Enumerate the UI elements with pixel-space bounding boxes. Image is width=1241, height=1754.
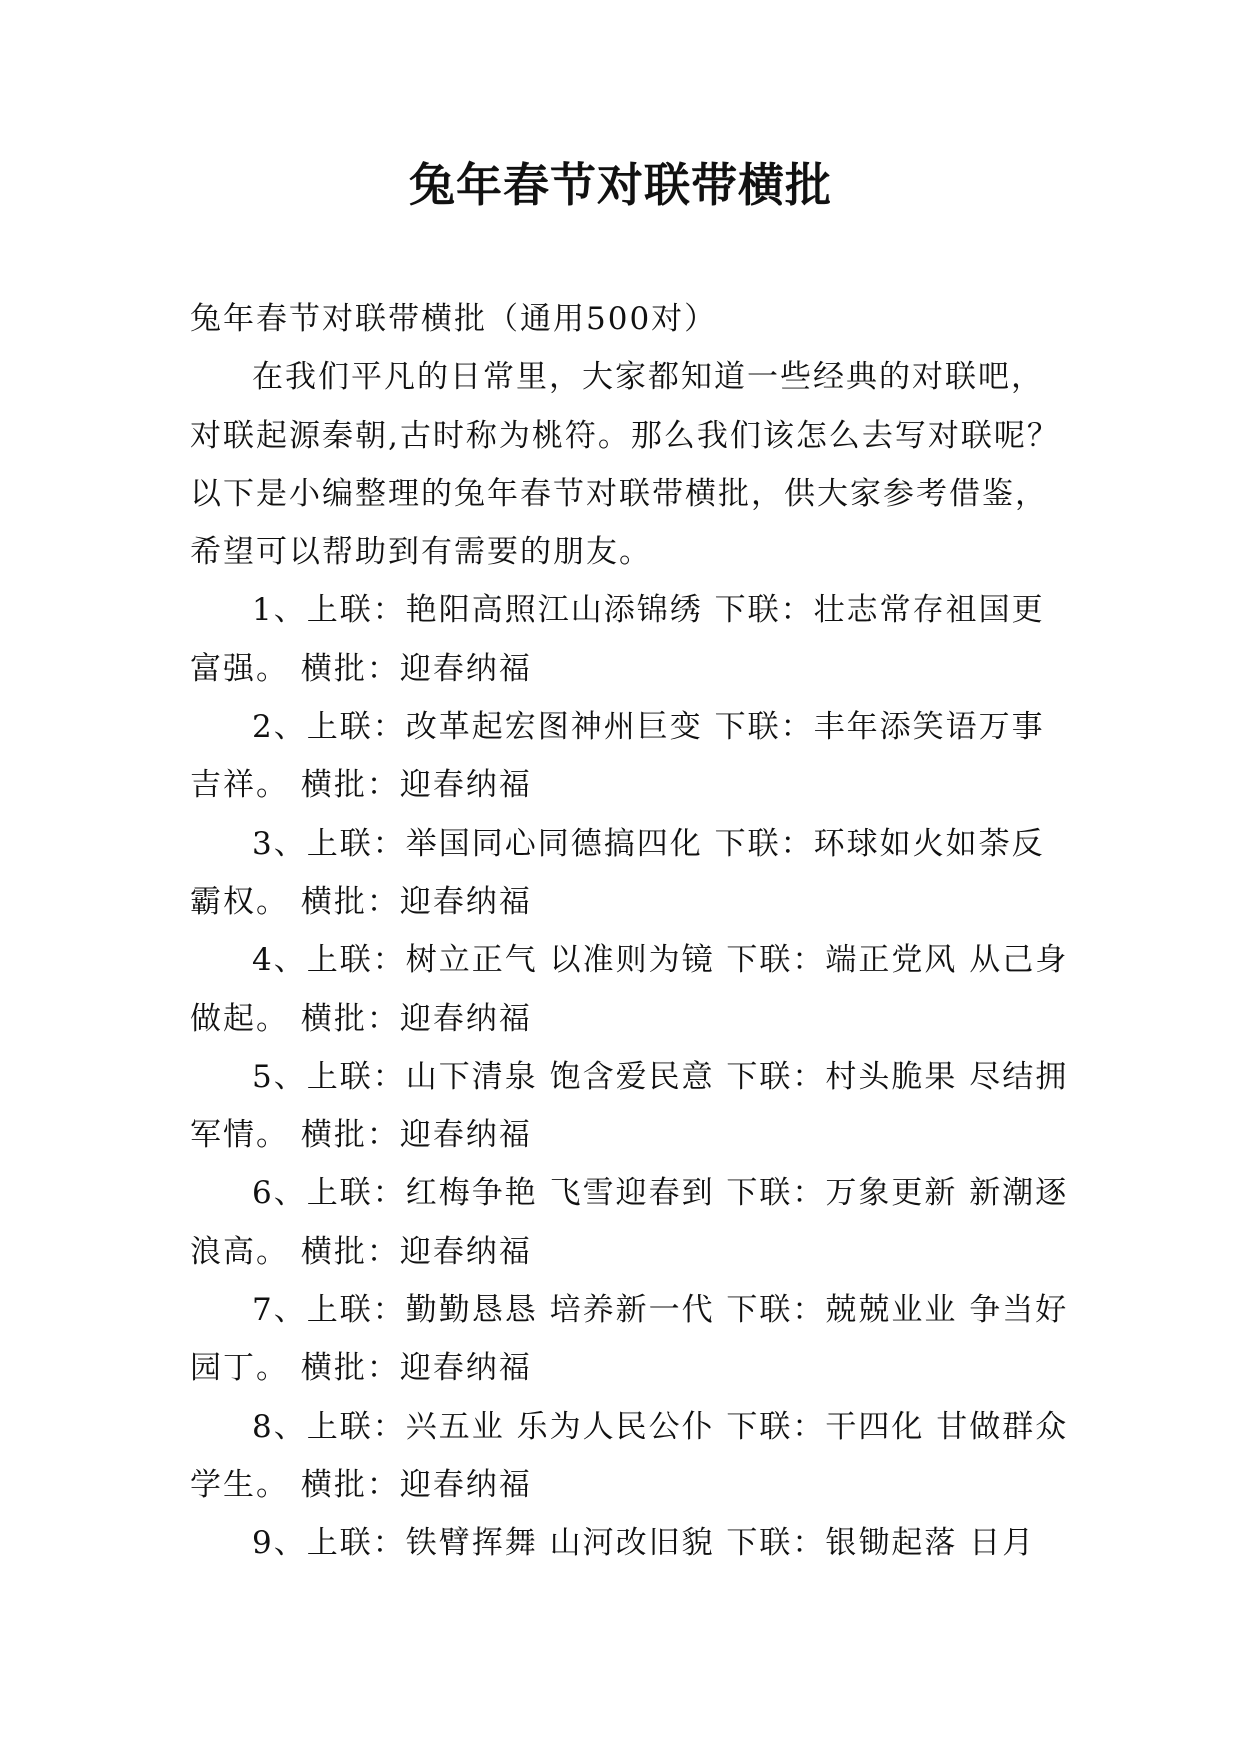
- couplet-item-9: 9、上联：铁臂挥舞 山河改旧貌 下联：银锄起落 日月: [252, 1525, 1036, 1562]
- couplet-item-7: 7、上联：勤勤恳恳 培养新一代 下联：兢兢业业 争当好园丁。 横批：迎春纳福: [190, 1292, 1069, 1387]
- couplet-item-2: 2、上联：改革起宏图神州巨变 下联：丰年添笑语万事吉祥。 横批：迎春纳福: [190, 709, 1045, 804]
- couplet-item-6: 6、上联：红梅争艳 飞雪迎春到 下联：万象更新 新潮逐浪高。 横批：迎春纳福: [190, 1175, 1069, 1270]
- couplet-item-4: 4、上联：树立正气 以准则为镜 下联：端正党风 从己身做起。 横批：迎春纳福: [190, 942, 1069, 1037]
- intro-paragraph: 在我们平凡的日常里，大家都知道一些经典的对联吧，对联起源秦朝,古时称为桃符。那么我们该怎么去写对联呢？以下是小编整理的兔年春节对联带横批，供大家参考借鉴，希望可以帮助到有需要的朋友。: [190, 359, 1060, 571]
- couplet-item-1: 1、上联：艳阳高照江山添锦绣 下联：壮志常存祖国更富强。 横批：迎春纳福: [190, 592, 1045, 687]
- subtitle-line: 兔年春节对联带横批（通用500对）: [190, 301, 718, 337]
- document-title: 兔年春节对联带横批: [409, 158, 832, 212]
- document-body: [190, 290, 1070, 1573]
- couplet-item-3: 3、上联：举国同心同德搞四化 下联：环球如火如荼反霸权。 横批：迎春纳福: [190, 825, 1045, 920]
- couplet-item-5: 5、上联：山下清泉 饱含爱民意 下联：村头脆果 尽结拥军情。 横批：迎春纳福: [190, 1058, 1069, 1154]
- couplet-item-8: 8、上联：兴五业 乐为人民公仆 下联：干四化 甘做群众学生。 横批：迎春纳福: [190, 1408, 1069, 1503]
